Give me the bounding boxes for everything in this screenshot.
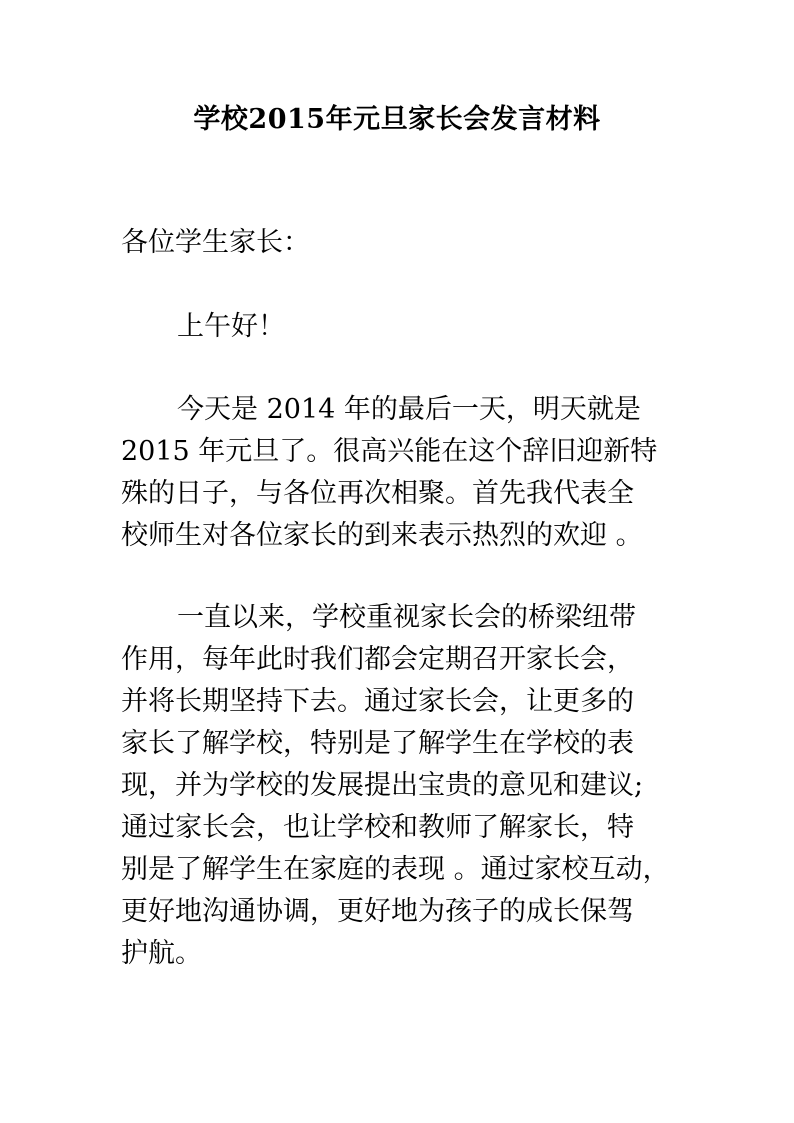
paragraph-line: 更好地沟通协调，更好地为孩子的成长保驾 [121, 896, 634, 927]
paragraph-line: 校师生对各位家长的到来表示热烈的欢迎 。 [121, 520, 643, 551]
paragraph-line: 通过家长会，也让学校和教师了解家长，特 [121, 812, 634, 843]
document-title: 学校2015年元旦家长会发言材料 [193, 104, 601, 135]
paragraph-line: 殊的日子，与各位再次相聚。首先我代表全 [121, 478, 634, 509]
paragraph-line: 今天是 2014 年的最后一天，明天就是 [177, 394, 641, 425]
paragraph-line: 护航。 [121, 938, 202, 969]
paragraph-line: 别是了解学生在家庭的表现 。通过家校互动， [121, 854, 670, 885]
paragraph-line: 家长了解学校，特别是了解学生在学校的表 [121, 728, 634, 759]
paragraph-line: 2015 年元旦了。很高兴能在这个辞旧迎新特 [121, 436, 658, 467]
paragraph-line: 现，并为学校的发展提出宝贵的意见和建议; [121, 770, 644, 801]
paragraph-line: 一直以来，学校重视家长会的桥梁纽带 [177, 602, 636, 633]
paragraph-line: 并将长期坚持下去。通过家长会，让更多的 [121, 686, 634, 717]
paragraph-line: 作用，每年此时我们都会定期召开家长会， [121, 644, 634, 675]
greeting: 上午好！ [177, 311, 285, 342]
salutation: 各位学生家长： [121, 227, 310, 258]
